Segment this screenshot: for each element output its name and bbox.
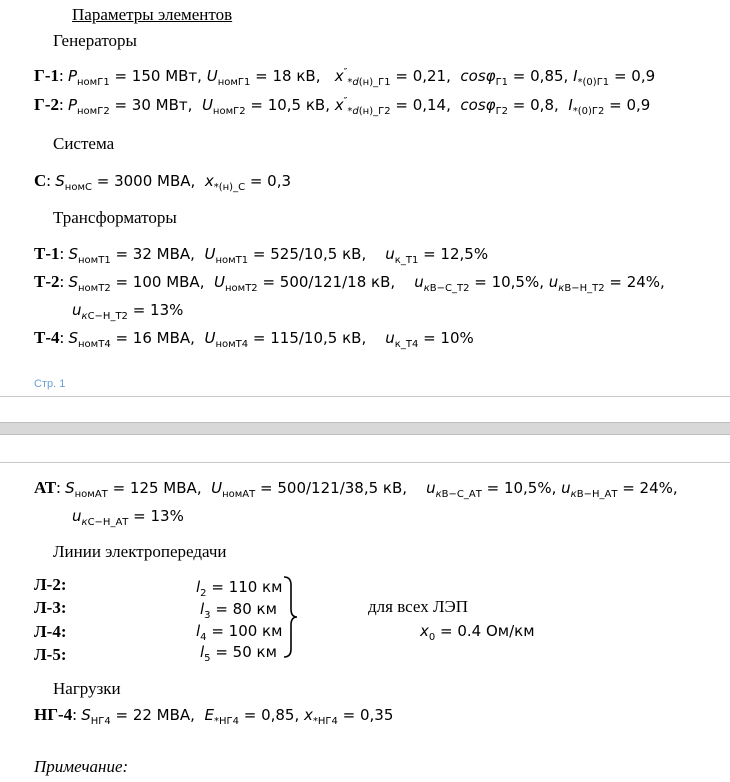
- transformer-t4-row: Т-4: $S_{номТ4} = 16$ МВА, $U_{номТ4} = 115/10,5$ кВ, $u_{к\_Т4} = 10\%$: [34, 328, 474, 350]
- transformers-heading: Трансформаторы: [53, 208, 177, 227]
- at-label: АТ: [34, 478, 57, 497]
- ng4-s: 22 МВА: [132, 706, 191, 724]
- x0-value: 0.4 Ом/км: [457, 622, 535, 640]
- t2-label: Т-2: [34, 272, 60, 291]
- line-l5-label: Л-5:: [34, 645, 67, 664]
- g2-p: 30 МВт: [131, 96, 188, 114]
- system-x: 0,3: [267, 172, 292, 190]
- l2-value: 110 км: [228, 578, 283, 596]
- t2-uk-vn: 24%: [626, 273, 661, 291]
- at-uk-vn: 24%: [639, 479, 673, 497]
- t1-label: Т-1: [34, 244, 60, 263]
- generator-g2-row: Г-2: $P_{номГ2} = 30$ МВт, $U_{номГ2} = 10,5$ кВ, $x''_{*d(н)\_Г2} = 0,14$, cosφ$_{Г2}$ = 0,8, $I_{*(0)Г2} = 0,9$: [34, 95, 651, 117]
- g1-label: Г-1: [34, 66, 59, 85]
- line-l3-length: $l_3 = 80$ км: [200, 600, 277, 621]
- g1-u: 18 кВ: [272, 67, 316, 85]
- system-heading: Система: [53, 134, 115, 153]
- t4-u: 115/10,5 кВ: [270, 329, 362, 347]
- transformer-t2-row-cont: $u_{кС-Н\_Т2} = 13\%$: [72, 301, 184, 322]
- line-l2-label: Л-2:: [34, 575, 67, 594]
- generator-g1-row: Г-1: $P_{номГ1} = 150$ МВт, $U_{номГ1} = 18$ кВ, $x''_{*d(н)\_Г1} = 0,21$, cosφ$_{Г1}$ = 0,85, $I_{*(0)Г1} = 0,9$: [34, 66, 656, 88]
- note-label: Примечание:: [34, 757, 129, 776]
- t4-s: 16 МВА: [132, 329, 191, 347]
- t2-s: 100 МВА: [132, 273, 200, 291]
- at-s: 125 МВА: [129, 479, 197, 497]
- g1-x: 0,21: [412, 67, 447, 85]
- loads-heading: Нагрузки: [53, 679, 121, 698]
- system-label: С: [34, 171, 47, 190]
- section-title: Параметры элементов: [72, 5, 233, 24]
- t1-uk: 12,5%: [440, 245, 489, 263]
- lines-note: для всех ЛЭП: [368, 597, 468, 616]
- g2-i: 0,9: [626, 96, 651, 114]
- t4-label: Т-4: [34, 328, 60, 347]
- system-s: 3000 МВА: [114, 172, 191, 190]
- g2-label: Г-2: [34, 95, 59, 114]
- page-number-label: Стр. 1: [34, 378, 66, 390]
- at-uk-sn: 13%: [150, 507, 184, 525]
- l4-value: 100 км: [228, 622, 283, 640]
- system-row: С: $S_{номС} = 3000$ МВА, $x_{*(н)\_С} = 0,3$: [34, 171, 292, 193]
- lines-heading: Линии электропередачи: [53, 542, 227, 561]
- line-l2-length: $l_2 = 110$ км: [196, 578, 283, 599]
- right-brace-icon: [282, 575, 300, 659]
- lines-x0: $x_0 = 0.4$ Ом/км: [420, 622, 535, 643]
- t2-uk-sn: 13%: [150, 301, 184, 319]
- t1-s: 32 МВА: [132, 245, 191, 263]
- line-l5-length: $l_5 = 50$ км: [200, 643, 277, 664]
- g1-p: 150 МВт: [131, 67, 198, 85]
- t2-u: 500/121/18 кВ: [279, 273, 391, 291]
- load-ng4-row: НГ-4: $S_{НГ4} = 22$ МВА, $E_{*НГ4} = 0,85$, $x_{*НГ4} = 0,35$: [34, 705, 394, 727]
- ng4-label: НГ-4: [34, 705, 73, 724]
- l3-value: 80 км: [232, 600, 277, 618]
- t2-uk-vs: 10,5%: [491, 273, 540, 291]
- transformer-t2-row: Т-2: $S_{номТ2} = 100$ МВА, $U_{номТ2} = 500/121/18$ кВ, $u_{кВ-С\_Т2} = 10,5\%$, $u_{кВ-Н\_Т2} = 24\%$,: [34, 272, 665, 294]
- transformer-t1-row: Т-1: $S_{номТ1} = 32$ МВА, $U_{номТ1} = 525/10,5$ кВ, $u_{к\_Т1} = 12,5\%$: [34, 244, 489, 266]
- g2-u: 10,5 кВ: [267, 96, 326, 114]
- autotransformer-row-cont: $u_{кС-Н\_АТ} = 13\%$: [72, 507, 184, 528]
- g2-cos: 0,8: [530, 96, 554, 114]
- ng4-e: 0,85: [261, 706, 295, 724]
- g2-x: 0,14: [412, 96, 447, 114]
- at-u: 500/121/38,5 кВ: [277, 479, 403, 497]
- g1-cos: 0,85: [530, 67, 564, 85]
- g1-i: 0,9: [631, 67, 656, 85]
- ng4-x: 0,35: [360, 706, 394, 724]
- t4-uk: 10%: [440, 329, 474, 347]
- autotransformer-row: АТ: $S_{номАТ} = 125$ МВА, $U_{номАТ} = 500/121/38,5$ кВ, $u_{кВ-С\_АТ} = 10,5\%$, $u_{кВ-Н\_АТ} = 24\%$,: [34, 478, 678, 500]
- at-uk-vs: 10,5%: [503, 479, 552, 497]
- generators-heading: Генераторы: [53, 31, 137, 50]
- line-l4-length: $l_4 = 100$ км: [196, 622, 283, 643]
- l5-value: 50 км: [232, 643, 277, 661]
- t1-u: 525/10,5 кВ: [270, 245, 362, 263]
- line-l3-label: Л-3:: [34, 598, 67, 617]
- page-gap: [0, 396, 730, 462]
- line-l4-label: Л-4:: [34, 622, 67, 641]
